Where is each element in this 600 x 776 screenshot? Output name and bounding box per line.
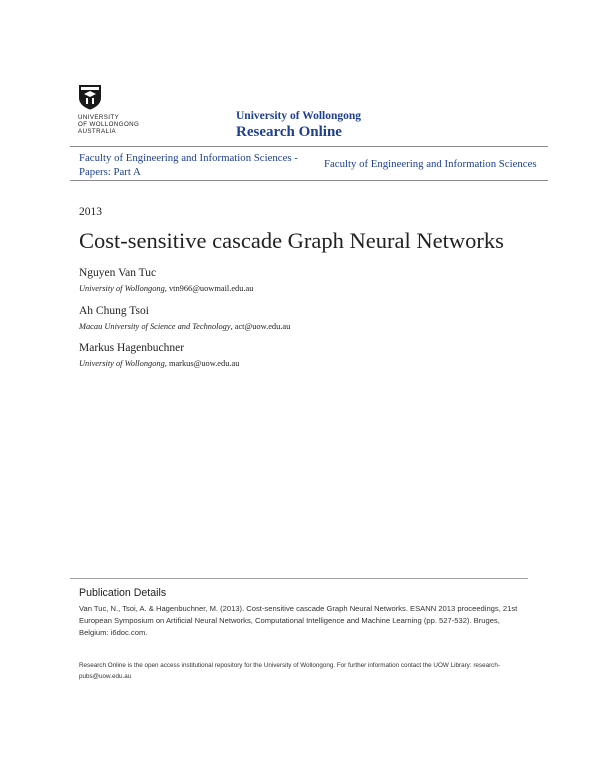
publication-details-text: Van Tuc, N., Tsoi, A. & Hagenbuchner, M. (2013). Cost-sensitive cascade Graph Neural Networks. ESANN 2013 proceedings, 21st European Symposium on Artificial Neural Networks, Computational Intelligence and Machine Learning (pp. 527-532). Bruges, Belgium: i6doc.com. — [79, 604, 518, 637]
author-email[interactable]: vtn966@uowmail.edu.au — [168, 284, 254, 293]
logo-line: OF WOLLONGONG — [78, 121, 140, 128]
faculty-series-link[interactable]: Faculty of Engineering and Information Sciences - Papers: Part A — [79, 152, 298, 178]
university-shield-icon — [78, 84, 102, 110]
author-affiliation: University of Wollongong, vtn966@uowmail.edu.au — [79, 284, 254, 293]
author-affiliation: Macau University of Science and Technology, act@uow.edu.au — [79, 322, 291, 331]
author-name: Nguyen Van Tuc — [79, 267, 157, 279]
affiliation-name: University of Wollongong — [79, 359, 165, 368]
header-divider-bottom — [70, 180, 548, 181]
author-email[interactable]: act@uow.edu.au — [234, 322, 291, 331]
logo-wordmark — [78, 114, 158, 135]
publication-details-heading: Publication Details — [79, 587, 167, 599]
author-name: Ah Chung Tsoi — [79, 305, 149, 317]
paper-title: Cost-sensitive cascade Graph Neural Networks — [79, 228, 504, 253]
author-entry — [79, 266, 539, 295]
author-entry — [79, 304, 539, 333]
repository-heading[interactable] — [236, 109, 361, 141]
university-name[interactable]: University of Wollongong — [236, 110, 362, 122]
author-entry — [79, 341, 539, 370]
logo-line: UNIVERSITY — [78, 114, 120, 121]
repository-footer-note: Research Online is the open access institutional repository for the University of Wollongong. For further information contact the UOW Library: research-pubs@uow.edu.au — [79, 662, 500, 680]
repository-name[interactable]: Research Online — [236, 124, 342, 140]
author-name: Markus Hagenbuchner — [79, 342, 185, 354]
author-email[interactable]: markus@uow.edu.au — [168, 359, 240, 368]
author-affiliation: University of Wollongong, markus@uow.edu.au — [79, 359, 240, 368]
faculty-collection-link[interactable]: Faculty of Engineering and Information Sciences — [324, 158, 537, 170]
logo-line: AUSTRALIA — [78, 128, 116, 135]
affiliation-name: Macau University of Science and Technology — [79, 322, 231, 331]
publication-year: 2013 — [79, 206, 102, 218]
affiliation-name: University of Wollongong — [79, 284, 165, 293]
university-logo — [78, 84, 150, 138]
header-divider-top — [70, 146, 548, 147]
publication-divider — [70, 578, 528, 579]
